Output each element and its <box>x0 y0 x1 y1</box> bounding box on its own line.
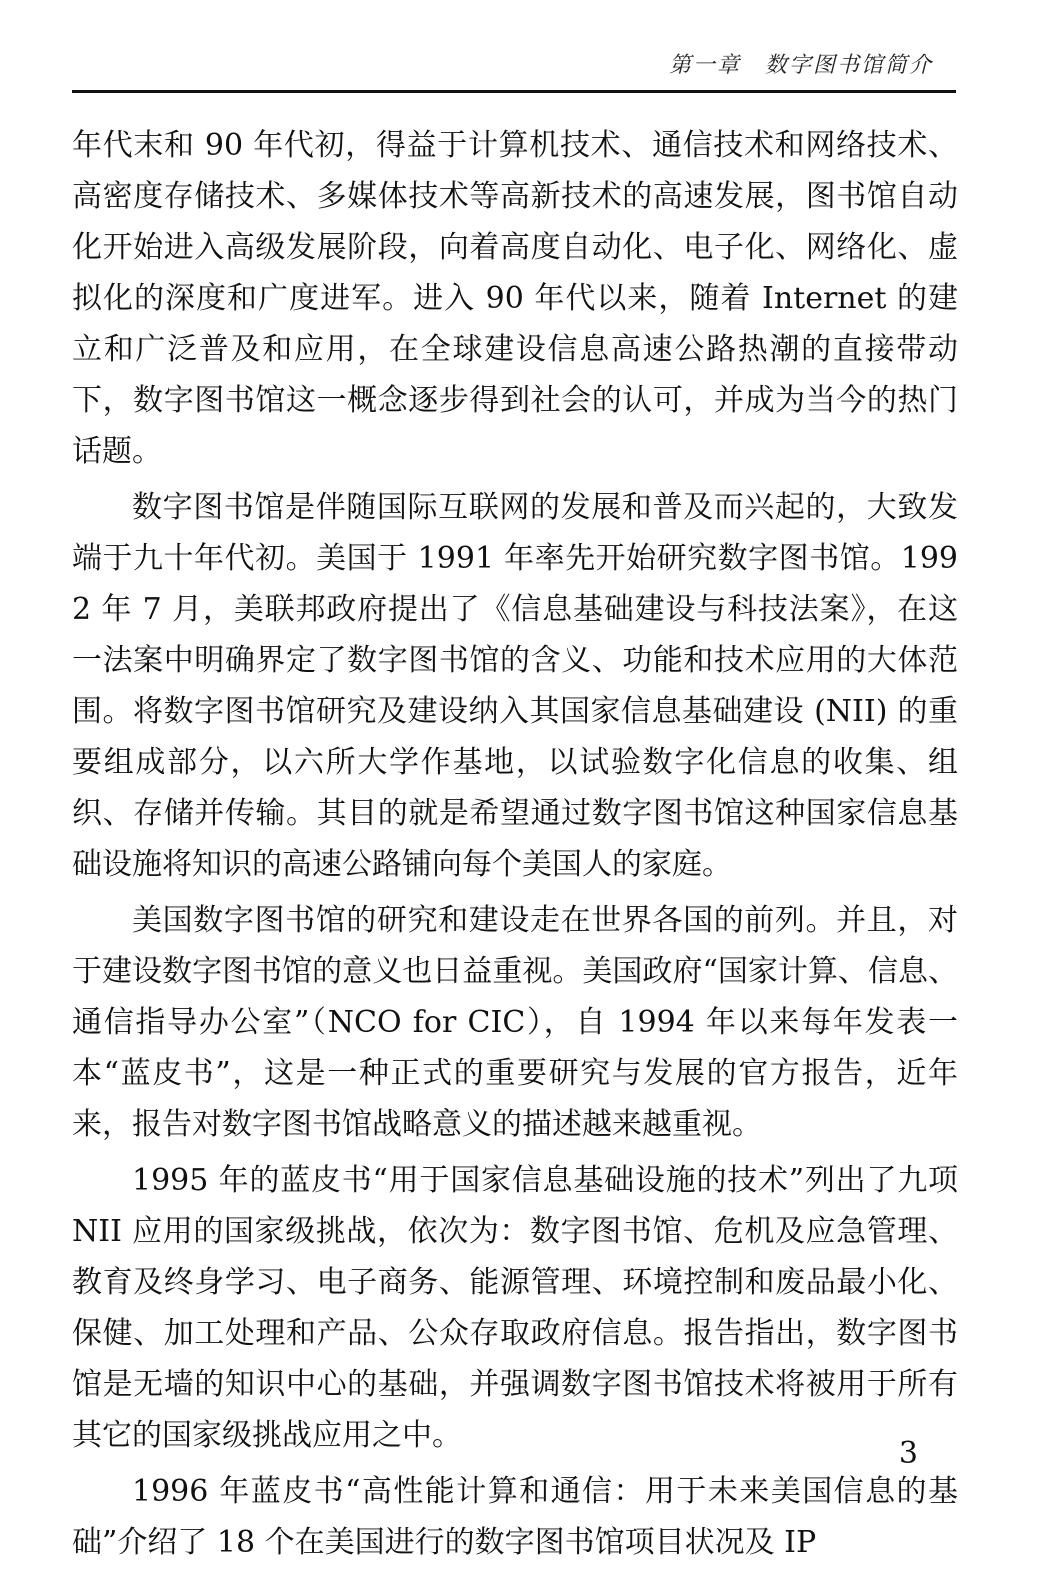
running-header: 第一章 数字图书馆简介 <box>668 53 933 78</box>
header-rule <box>72 90 956 93</box>
paragraph-5: 1996 年蓝皮书“高性能计算和通信：用于未来美国信息的基础”介绍了 18 个在美国进行的数字图书馆项目状况及 IP <box>72 1474 958 1560</box>
paragraph-3: 美国数字图书馆的研究和建设走在世界各国的前列。并且，对于建设数字图书馆的意义也日益重视。美国政府“国家计算、信息、通信指导办公室”（NCO for CIC），自 1994 年以来每年发表一本“蓝皮书”，这是一种正式的重要研究与发展的官方报告，近年来，报告对数字图书馆战略意义的描述越来越重视。 <box>72 903 958 1142</box>
page-number: 3 <box>898 1436 918 1471</box>
paragraph-2: 数字图书馆是伴随国际互联网的发展和普及而兴起的，大致发端于九十年代初。美国于 1991 年率先开始研究数字图书馆。1992 年 7 月，美联邦政府提出了《信息基础建设与科技法案》，在这一法案中明确界定了数字图书馆的含义、功能和技术应用的大体范围。将数字图书馆研究及建设纳入其国家信息基础建设 (NII) 的重要组成部分，以六所大学作基地，以试验数字化信息的收集、组织、存储并传输。其目的就是希望通过数字图书馆这种国家信息基础设施将知识的高速公路铺向每个美国人的家庭。 <box>72 490 958 882</box>
paragraph-1: 年代末和 90 年代初，得益于计算机技术、通信技术和网络技术、高密度存储技术、多媒体技术等高新技术的高速发展，图书馆自动化开始进入高级发展阶段，向着高度自动化、电子化、网络化、虚拟化的深度和广度进军。进入 90 年代以来，随着 Internet 的建立和广泛普及和应用，在全球建设信息高速公路热潮的直接带动下，数字图书馆这一概念逐步得到社会的认可，并成为当今的热门话题。 <box>72 128 958 469</box>
body-text <box>72 120 958 1573</box>
paragraph-4: 1995 年的蓝皮书“用于国家信息基础设施的技术”列出了九项 NII 应用的国家级挑战，依次为：数字图书馆、危机及应急管理、教育及终身学习、电子商务、能源管理、环境控制和废品最小化、保健、加工处理和产品、公众存取政府信息。报告指出，数字图书馆是无墙的知识中心的基础，并强调数字图书馆技术将被用于所有其它的国家级挑战应用之中。 <box>72 1163 958 1453</box>
